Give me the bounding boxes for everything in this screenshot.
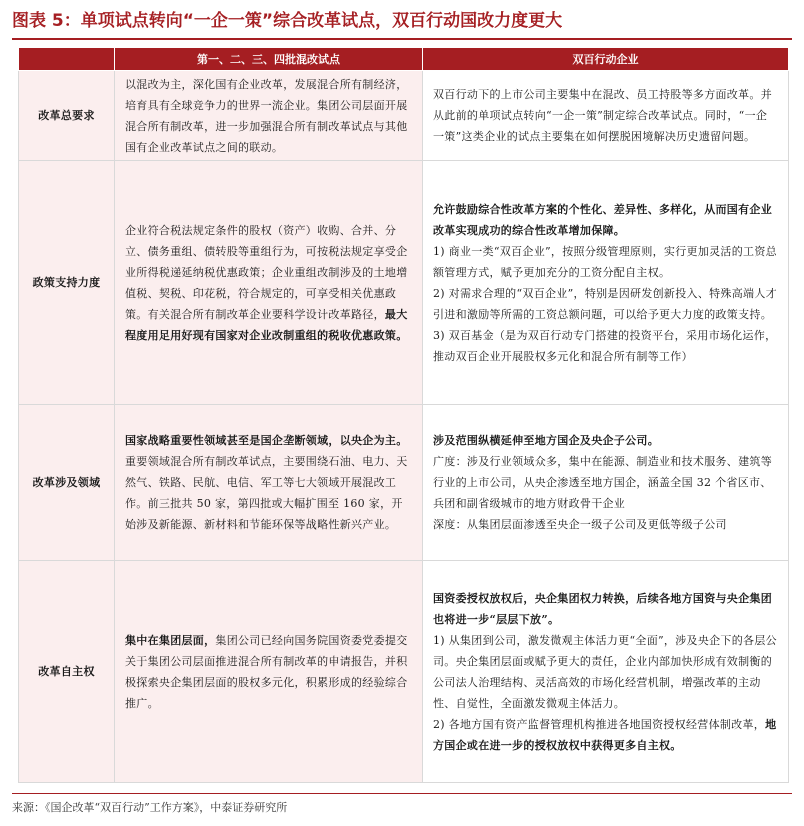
row-label: 改革总要求 <box>19 71 115 161</box>
cell-text-bold: 地方国企或在进一步的授权放权中获得更多自主权。 <box>433 717 777 752</box>
cell-text: 企业符合税法规定条件的股权（资产）收购、合并、分立、债务重组、债转股等重组行为，可按税法规定享受企业所得税递延纳税优惠政策；企业重组改制涉及的土地增值税、契税、印花税，符合规定的，可享受相关优惠政策。有关混合所有制改革企业要科学设计改革路径， <box>125 223 408 321</box>
cell-text-bold: 最大程度用足用好现有国家对企业改制重组的税收优惠政策。 <box>125 307 408 342</box>
header-double-hundred: 双百行动企业 <box>423 48 789 71</box>
cell-text-mixed <box>433 714 778 756</box>
source-divider <box>12 793 792 794</box>
double-hundred-cell <box>423 561 789 783</box>
cell-text-bold: 允许鼓励综合性改革方案的个性化、差异性、多样化，从而国有企业改革实现成功的综合性改革增加保障。 <box>433 202 772 237</box>
table-row <box>19 561 789 783</box>
cell-text: 3) 双百基金（是为双百行动专门搭建的投资平台，采用市场化运作，推动双百企业开展股权多元化和混合所有制等工作） <box>433 328 777 363</box>
cell-text: 双百行动下的上市公司主要集中在混改、员工持股等多方面改革。并从此前的单项试点转向“一企一策”制定综合改革试点。同时，“一企一策”这类企业的试点主要集在如何摆脱困境解决历史遗留问题。 <box>433 88 772 143</box>
cell-text: 深度：从集团层面渗透至央企一级子公司及更低等级子公司 <box>433 518 727 531</box>
double-hundred-cell <box>423 71 789 161</box>
cell-text: 2) 对需求合理的“双百企业”，特别是因研发创新投入、特殊高端人才引进和激励等所需的工资总额问题，可以给予更大力度的政策支持。 <box>433 286 777 321</box>
cell-text: 1) 商业一类“双百企业”，按照分级管理原则，实行更加灵活的工资总额管理方式，赋予更加充分的工资分配自主权。 <box>433 244 777 279</box>
table-header-row <box>19 48 789 71</box>
row-label: 改革自主权 <box>19 561 115 783</box>
header-empty <box>19 48 115 71</box>
cell-text-bold: 国资委授权放权后，央企集团权力转换，后续各地方国资与央企集团也将进一步“层层下放”。 <box>433 591 772 626</box>
pilot-cell <box>115 405 423 561</box>
cell-text: 集团公司已经向国务院国资委党委提交关于集团公司层面推进混合所有制改革的申请报告，并积极探索央企集团层面的股权多元化，积累形成的经验综合推广。 <box>125 633 408 710</box>
double-hundred-cell <box>423 161 789 405</box>
figure-title: 图表 5：单项试点转向“一企一策”综合改革试点，双百行动国改力度更大 <box>12 11 563 31</box>
cell-text-bold: 集中在集团层面， <box>125 633 216 647</box>
cell-text: 1) 从集团到公司，激发微观主体活力更“全面”，涉及央企下的各层公司。央企集团层面或赋予更大的责任，企业内部加快形成有效制衡的公司法人治理结构、灵活高效的市场化经营机制，增强改革的主动性、自觉性，全面激发微观主体活力。 <box>433 633 777 710</box>
cell-text-bold: 国家战略重要性领域甚至是国企垄断领域，以央企为主。 <box>125 434 408 447</box>
title-divider <box>12 38 792 40</box>
header-pilot-batches: 第一、二、三、四批混改试点 <box>115 48 423 71</box>
cell-text-bold: 涉及范围纵横延伸至地方国企及央企子公司。 <box>433 434 659 447</box>
pilot-cell <box>115 561 423 783</box>
table-row <box>19 405 789 561</box>
row-label: 政策支持力度 <box>19 161 115 405</box>
cell-text: 2) 各地方国有资产监督管理机构推进各地国资授权经营体制改革， <box>433 717 766 731</box>
source-note: 来源：《国企改革“双百行动”工作方案》，中泰证券研究所 <box>12 801 288 814</box>
table-row <box>19 71 789 161</box>
double-hundred-cell <box>423 405 789 561</box>
table-row <box>19 161 789 405</box>
row-label: 改革涉及领域 <box>19 405 115 561</box>
comparison-table <box>18 47 789 783</box>
cell-text: 重要领域混合所有制改革试点，主要围绕石油、电力、天然气、铁路、民航、电信、军工等七大领域开展混改工作。前三批共 50 家，第四批或大幅扩围至 160 家，开始涉及新能源、新材料和节能环保等战略性新兴产业。 <box>125 455 408 531</box>
pilot-cell <box>115 161 423 405</box>
cell-text: 以混改为主，深化国有企业改革，发展混合所有制经济，培育具有全球竞争力的世界一流企业。集团公司层面开展混合所有制改革，进一步加强混合所有制改革试点与其他国有企业改革试点之间的联动。 <box>125 77 408 154</box>
cell-text: 广度：涉及行业领域众多，集中在能源、制造业和技术服务、建筑等行业的上市公司，从央企渗透至地方国企，涵盖全国 32 个省区市、兵团和副省级城市的地方财政骨干企业 <box>433 455 772 510</box>
pilot-cell <box>115 71 423 161</box>
